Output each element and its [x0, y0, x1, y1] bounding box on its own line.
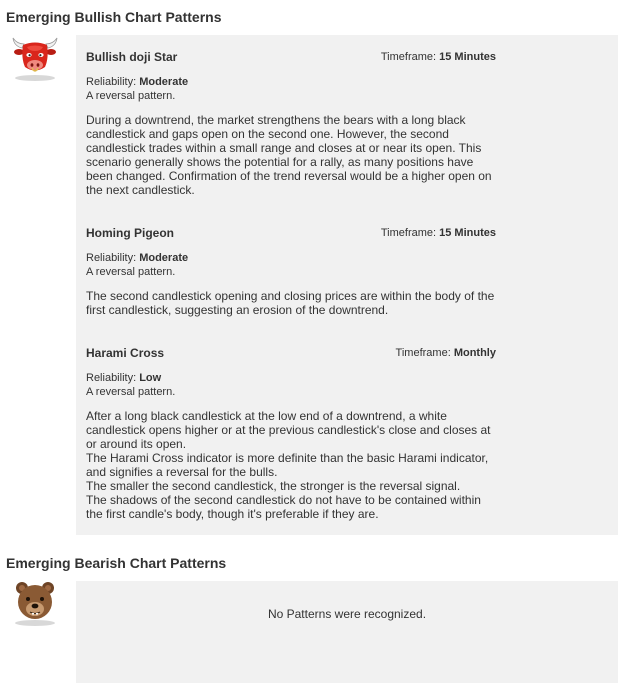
pattern-name: Homing Pigeon [86, 226, 174, 240]
pattern-description [86, 409, 498, 521]
pattern-reliability [86, 251, 496, 265]
no-patterns-message: No Patterns were recognized. [267, 607, 427, 621]
pattern-type: A reversal pattern. [86, 266, 176, 278]
pattern-name: Bullish doji Star [86, 50, 178, 64]
pattern-description [86, 113, 498, 197]
pattern-reliability [86, 75, 496, 89]
pattern-card [86, 346, 496, 521]
bull-icon [8, 34, 62, 84]
bullish-patterns-panel [76, 35, 618, 535]
reliability-value: Moderate [139, 252, 189, 264]
bearish-patterns-panel [76, 581, 618, 683]
pattern-timeframe [381, 227, 496, 239]
pattern-card [86, 50, 496, 197]
description-paragraph: After a long black candlestick at the low end of a downtrend, a white candlestick opens higher or at the previous candlestick's close and closes at or around its open. [86, 409, 491, 451]
pattern-type: A reversal pattern. [86, 90, 176, 102]
timeframe-label: Timeframe: [380, 227, 437, 239]
pattern-card [86, 226, 496, 317]
reliability-value: Low [139, 372, 162, 384]
pattern-timeframe [396, 347, 496, 359]
description-paragraph: The Harami Cross indicator is more definite than the basic Harami indicator, and signifies a reversal for the bulls. [86, 451, 489, 479]
reliability-label: Reliability: [86, 76, 137, 88]
timeframe-value: Monthly [453, 347, 496, 359]
timeframe-value: 15 Minutes [439, 51, 496, 63]
pattern-type: A reversal pattern. [86, 386, 176, 398]
reliability-label: Reliability: [86, 252, 137, 264]
timeframe-value: 15 Minutes [439, 227, 496, 239]
description-paragraph: The shadows of the second candlestick do not have to be contained within the first candle's body, though it's preferable if they are. [86, 493, 481, 521]
reliability-label: Reliability: [86, 372, 137, 384]
pattern-description [86, 289, 498, 317]
description-paragraph: During a downtrend, the market strengthens the bears with a long black candlestick and gaps open on the second one. However, the second candlestick trades within a small range and closes at or near its open. This scenario generally shows the potential for a rally, as many positions have been changed. Confirmation of the trend reversal would be a higher open on the next candlestick. [86, 113, 492, 197]
bullish-section-title: Emerging Bullish Chart Patterns [6, 9, 222, 25]
bearish-section-title: Emerging Bearish Chart Patterns [6, 555, 227, 571]
pattern-timeframe [381, 51, 496, 63]
reliability-value: Moderate [139, 76, 189, 88]
timeframe-label: Timeframe: [395, 347, 451, 359]
pattern-name: Harami Cross [86, 346, 165, 360]
description-paragraph: The smaller the second candlestick, the stronger is the reversal signal. [86, 479, 461, 493]
bear-icon [8, 578, 62, 628]
description-paragraph: The second candlestick opening and closing prices are within the body of the first candlestick, suggesting an erosion of the downtrend. [86, 289, 495, 317]
pattern-reliability [86, 371, 496, 385]
timeframe-label: Timeframe: [380, 51, 437, 63]
